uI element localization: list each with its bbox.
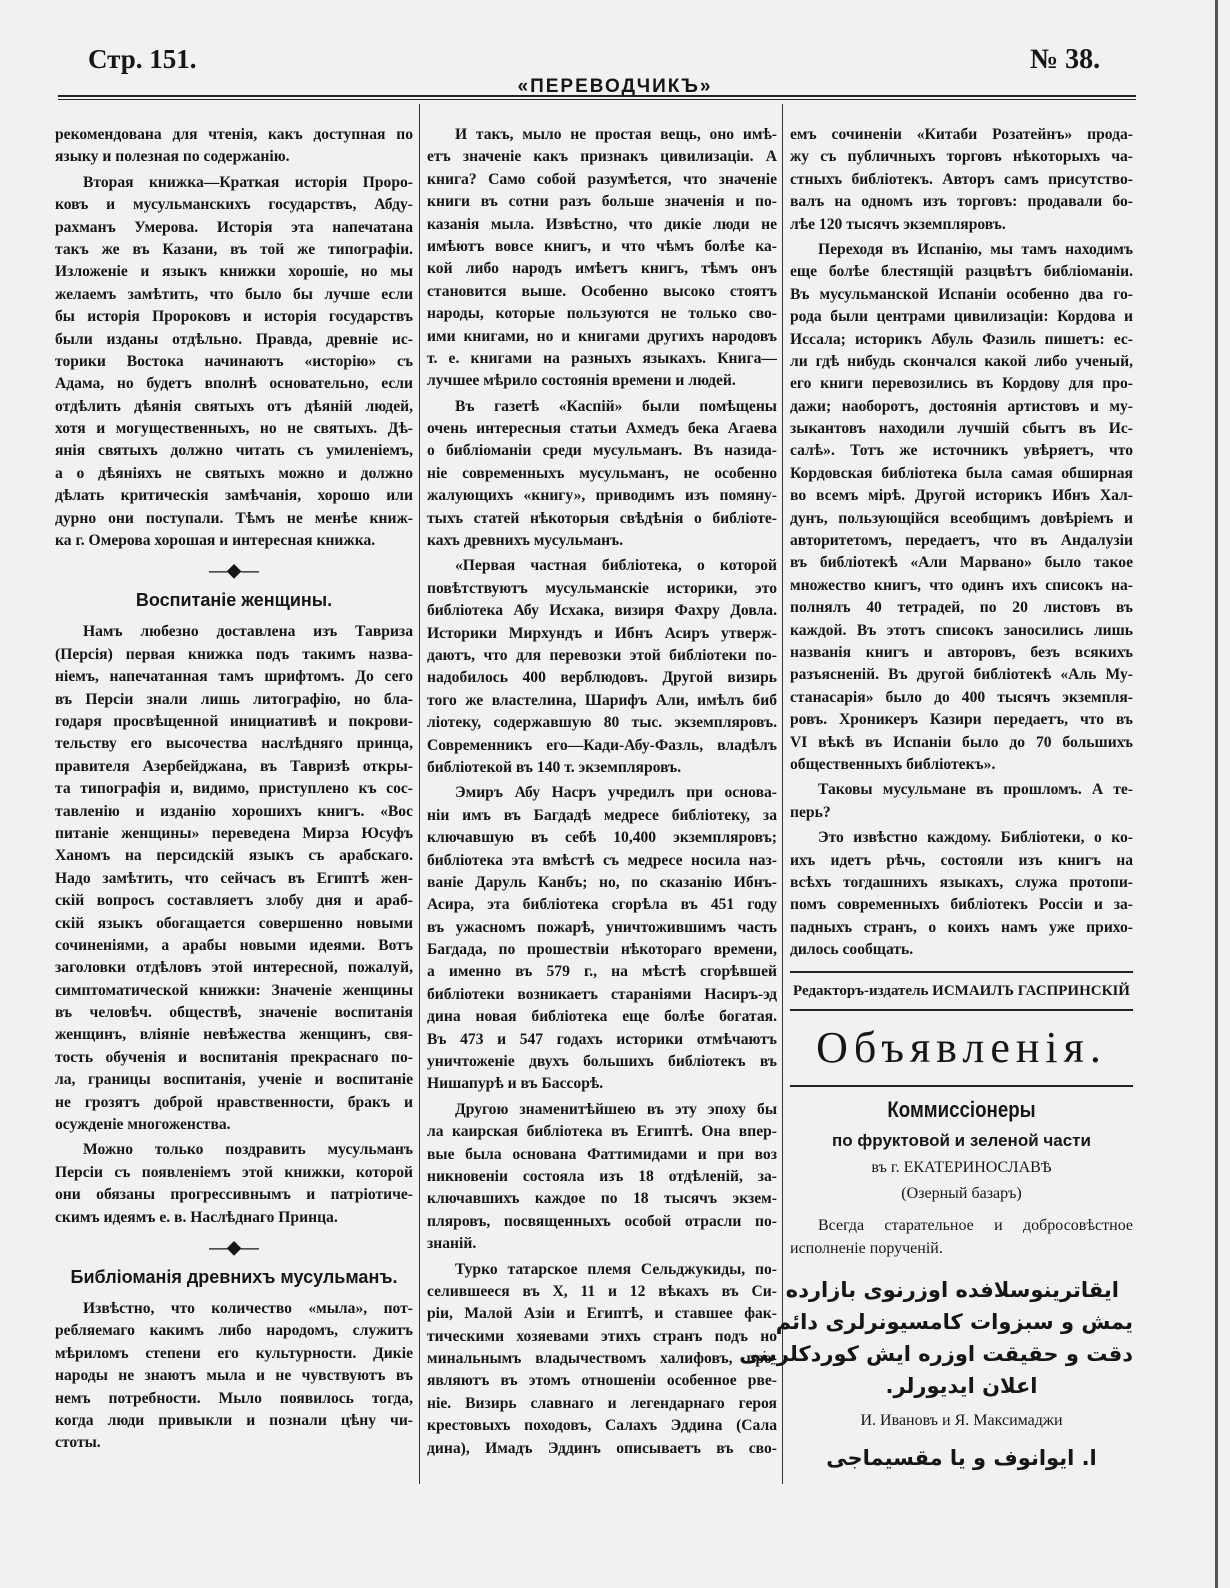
ad-text-line: исполненіе порученій. xyxy=(790,1239,943,1257)
text-line: скій вопросъ составляетъ злобу дня и араб- xyxy=(55,892,413,910)
text-line: ли гдѣ нибудь скончался какой либо ученый, xyxy=(790,352,1133,370)
section-ornament xyxy=(55,1232,413,1262)
text-line: Другою знаменитѣйшею въ эту эпоху бы xyxy=(455,1100,777,1118)
text-line: дина), Имадъ Эддинъ описываетъ въ сво- xyxy=(427,1439,777,1457)
text-line: ребляемаго какимъ либо народомъ, служитъ xyxy=(55,1322,413,1340)
text-line: ихъ идетъ рѣчь, состояли изъ книгъ на xyxy=(790,851,1133,869)
paragraph xyxy=(427,1099,777,1256)
text-line: тельству его высочества наслѣдняго принца, xyxy=(55,735,413,753)
text-line: дажи; наоборотъ, достоянія артистовъ и му- xyxy=(790,397,1133,415)
text-line: когда люди привыкли и познали цѣну чи- xyxy=(55,1411,413,1429)
text-line: казанія мыла. Извѣстно, что дикіе люди не xyxy=(427,215,777,233)
ad-arabic-line: ایقاترینوسلافده اوزرنوی بازارده xyxy=(785,1278,1119,1303)
text-line: кой либо народъ имѣетъ книгъ, тѣмъ онъ xyxy=(427,260,777,278)
text-line: библіотека эта вмѣстѣ съ медресе носила наз- xyxy=(427,851,777,869)
text-line: помъ современныхъ библіотекъ Россіи и за- xyxy=(790,896,1133,914)
text-line: были изданы отдѣльно. Правда, древніе ис- xyxy=(55,330,413,348)
text-line: (Персія) первая книжка подъ такимъ назва- xyxy=(55,645,413,663)
text-line: Багдада, по прошествіи нѣкотораго времени, xyxy=(427,941,777,959)
text-line: множество книгъ, что одинъ ихъ списокъ на- xyxy=(790,576,1133,594)
page-number: Стр. 151. xyxy=(88,44,197,74)
text-line: Извѣстно, что количество «мыла», пот- xyxy=(83,1299,413,1317)
text-line: торики Востока начинаютъ «исторію» съ xyxy=(55,352,413,370)
text-line: ла, границы воспитанія, ученіе и воспитаніе xyxy=(55,1071,413,1089)
paragraph xyxy=(790,827,1133,961)
text-line: Кордовская библіотека была самая обширная xyxy=(790,464,1133,482)
text-line: годаря просвѣщенной инициативѣ и покрови- xyxy=(55,712,413,730)
text-line: ріи, Малой Азіи и Египтѣ, и ставшее фак- xyxy=(427,1305,777,1323)
text-line: имѣютъ вовсе книгъ, и что чѣмъ болѣе ка- xyxy=(427,237,777,255)
text-line: названія книгъ и авторовъ, безъ всякихъ xyxy=(790,643,1133,661)
paragraph xyxy=(790,779,1133,824)
text-line: Вторая книжка—Краткая исторія Проро- xyxy=(83,173,413,191)
text-line: а о дѣяніяхъ не святыхъ можно и должно xyxy=(55,464,413,482)
text-line: Эмиръ Абу Насръ учредилъ при основа- xyxy=(455,784,777,802)
text-line: повѣтствуютъ мусульманскіе историки, это xyxy=(427,579,777,597)
text-line: скій языкъ обогащается совершенно новыми xyxy=(55,914,413,932)
ad-names-arabic: ا. ایوانوف و یا مقسیماجی xyxy=(826,1446,1097,1471)
text-line: отдѣлить дѣянія святыхъ отъ дѣяній людей, xyxy=(55,397,413,415)
text-line: Надо замѣтить, что сейчасъ въ Египтѣ жен- xyxy=(55,869,413,887)
text-line: тавленію и изданію хорошихъ книгъ. «Вос xyxy=(55,802,413,820)
text-line: ніе. Визирь славнаго и легендарнаго героя xyxy=(427,1394,777,1412)
text-line: «Первая частная библіотека, о которой xyxy=(455,557,777,575)
issue-number: № 38. xyxy=(1030,44,1101,75)
text-line: ключавшую въ себѣ 10,400 экземпляровъ; xyxy=(427,829,777,847)
text-line: етъ значеніе какъ признакъ цивилизаціи. А xyxy=(427,148,777,166)
text-line: въ Персіи знали лишь литографію, но бла- xyxy=(55,690,413,708)
text-line: Намъ любезно доставлена изъ Тавриза xyxy=(83,623,413,641)
text-line: падныхъ странъ, о коихъ намъ уже прихо- xyxy=(790,918,1133,936)
text-line: ковъ и мусульманскихъ государствъ, Абду- xyxy=(55,196,413,214)
text-line: стныхъ библіотекъ. Авторъ самъ присутство- xyxy=(790,170,1133,188)
column-1 xyxy=(55,124,413,1458)
ad-names: И. Ивановъ и Я. Максимаджи xyxy=(860,1412,1063,1430)
ornament-icon: —◆— xyxy=(209,1236,259,1257)
text-line: языку и полезная по содержанію. xyxy=(55,148,290,166)
text-line: стоты. xyxy=(55,1434,101,1452)
text-line: Переходя въ Испанію, мы тамъ находимъ xyxy=(818,240,1133,258)
ad-arabic-line: اعلان ایدیورلر. xyxy=(885,1374,1038,1399)
text-line: немъ потребности. Мыло появилось тогда, xyxy=(55,1389,413,1407)
text-line: въ ужасномъ пожарѣ, уничтожившимъ часть xyxy=(427,918,777,936)
text-line: Изложеніе и языкъ книжки хорошіе, но мы xyxy=(55,263,413,281)
text-line: Въ газетѣ «Каспій» были помѣщены xyxy=(455,397,777,415)
text-line: т. е. книгами на разныхъ языкахъ. Книга— xyxy=(427,349,777,367)
text-line: авторитетомъ, передаетъ, что въ Андалузіи xyxy=(790,532,1133,550)
text-line: Адама, но будетъ вполнѣ основательно, если xyxy=(55,375,413,393)
text-line: Таковы мусульмане въ прошломъ. А те- xyxy=(818,781,1133,799)
text-line: перь? xyxy=(790,803,831,821)
text-line: Историки Мирхундъ и Ибнъ Асиръ утверж- xyxy=(427,624,777,642)
text-line: ліотеку, содержавшую 80 тыс. экземпляровъ. xyxy=(427,714,777,732)
text-line: янія святыхъ должно читать съ умиленіемъ, xyxy=(55,442,413,460)
text-line: библіотеки возникаетъ стараніями Насиръ-эд xyxy=(427,985,777,1003)
ad-heading: Коммиссіонеры xyxy=(887,1097,1036,1123)
paragraph xyxy=(427,124,777,393)
text-line: народы, которые пользуются не только сво- xyxy=(427,305,777,323)
text-line: пляровъ, посвященныхъ особой отрасли по- xyxy=(427,1212,777,1230)
text-line: всѣхъ тогдашнихъ языкахъ, служа протопи- xyxy=(790,873,1133,891)
editor-publisher: Редакторъ-издатель ИСМАИЛЪ ГАСПРИНСКІЙ xyxy=(793,983,1130,1000)
text-line: правителя Азербейджана, въ Тавризѣ откры- xyxy=(55,757,413,775)
ad-text-line: Всегда старательное и добросовѣстное xyxy=(818,1217,1133,1235)
divider-rule xyxy=(790,1009,1133,1011)
text-line: книги въ сотни разъ больше значенія и по- xyxy=(427,193,777,211)
text-line: емъ сочиненіи «Китаби Розатейнъ» прода- xyxy=(790,126,1133,143)
text-line: И такъ, мыло не простая вещь, оно имѣ- xyxy=(455,126,777,143)
text-line: Асира, эта библіотека сгорѣла въ 451 году xyxy=(427,896,777,914)
text-line: женщинъ, вліяніе невѣжества женщинъ, свя- xyxy=(55,1026,413,1044)
text-line: валъ на одномъ изъ торговъ: продавали бо- xyxy=(790,193,1133,211)
text-line: такъ же въ Казани, въ той же типографіи. xyxy=(55,240,413,258)
text-line: являютъ въ этомъ отношеніи особенное рве- xyxy=(427,1372,777,1390)
ads-title: Объявленія. xyxy=(816,1023,1107,1073)
ad-text xyxy=(790,1215,1133,1260)
text-line: Турко татарское племя Сельджукиды, по- xyxy=(455,1260,777,1278)
text-line: общественныхъ библіотекъ». xyxy=(790,755,996,773)
text-line: никновеніи состояла изъ 18 отдѣленій, за- xyxy=(427,1167,777,1185)
paragraph xyxy=(55,124,413,169)
text-line: Въ мусульманской Испаніи особенно два го- xyxy=(790,285,1133,303)
paragraph xyxy=(427,782,777,1095)
text-line: симптоматической книжки: Значеніе женщины xyxy=(55,981,413,999)
newspaper-title: «ПЕРЕВОДЧИКЪ» xyxy=(517,76,713,97)
text-line: мѣриломъ степени его культурности. Дикіе xyxy=(55,1344,413,1362)
text-line: заголовки отдѣловъ этой интересной, пожалуй, xyxy=(55,959,413,977)
text-line: даютъ, что для перевозки этой библіотеки по- xyxy=(427,646,777,664)
text-line: рекомендована для чтенія, какъ доступная по xyxy=(55,126,413,143)
article-heading: Воспитаніе женщины. xyxy=(135,590,333,611)
text-line: жу съ публичныхъ торговъ нѣкоторыхъ ча- xyxy=(790,148,1133,166)
text-line: во всемъ мірѣ. Другой историкъ Ибнъ Хал- xyxy=(790,487,1133,505)
text-line: библіотека Абу Исхака, визиря Фахру Довла. xyxy=(427,602,777,620)
text-line: дина новая библіотека еще болѣе богатая. xyxy=(427,1008,777,1026)
text-line: вые была основана Фаттимидами и при воз xyxy=(427,1145,777,1163)
text-line: Можно только поздравить мусульманъ xyxy=(83,1141,413,1159)
text-line: книга? Само собой разумѣется, что значеніе xyxy=(427,170,777,188)
text-line: не грозятъ доброй нравственности, бракъ и xyxy=(55,1093,413,1111)
text-line: питаніе женщины» переведена Мирза Юсуфъ xyxy=(55,824,413,842)
paragraph xyxy=(55,1298,413,1455)
text-line: VI вѣкѣ въ Испаніи было до 70 большихъ xyxy=(790,733,1133,751)
text-line: та типографія и, видимо, приступлено къ сос- xyxy=(55,780,413,798)
text-line: ніе современныхъ мусульманъ, не особенно xyxy=(427,464,777,482)
article-heading: Библіоманія древнихъ мусульманъ. xyxy=(70,1266,398,1287)
text-line: лѣе 120 тысячъ экземпляровъ. xyxy=(790,215,1006,233)
paragraph xyxy=(790,239,1133,776)
paragraph xyxy=(790,124,1133,236)
text-line: Въ 473 и 547 годахъ историки отмѣчаютъ xyxy=(427,1030,777,1048)
text-line: дунъ, пользующійся всеобщимъ довѣріемъ и xyxy=(790,509,1133,527)
text-line: Это извѣстно каждому. Библіотеки, о ко- xyxy=(818,829,1133,847)
scan-edge xyxy=(1215,0,1218,1588)
text-line: Ханомъ на персидскій языкъ съ арабскаго. xyxy=(55,847,413,865)
text-line: дилось сообщать. xyxy=(790,941,914,959)
paragraph xyxy=(427,555,777,779)
text-line: тыхъ статей нѣкоторыя свѣдѣнія о библіоте- xyxy=(427,509,777,527)
ad-arabic-line: یمش و سبزوات کامسیونرلری دائم xyxy=(775,1310,1133,1335)
text-line: каждой. Въ этотъ списокъ заносились лишь xyxy=(790,621,1133,639)
ad-market: (Озерный базаръ) xyxy=(901,1185,1022,1203)
paragraph xyxy=(427,396,777,553)
text-line: желаемъ замѣтить, что было бы лучше если xyxy=(55,285,413,303)
text-line: ровъ. Хроникеръ Казири передаетъ, что въ xyxy=(790,711,1133,729)
paragraph xyxy=(427,1259,777,1461)
text-line: ключавшихъ каждое по 18 тысячъ экзем- xyxy=(427,1190,777,1208)
text-line: жалующихъ «книгу», приводимъ изъ помяну- xyxy=(427,487,777,505)
text-line: станасарія» было до 400 тысячъ экземпля- xyxy=(790,688,1133,706)
text-line: тость обученія и воспитанія прекраснаго по- xyxy=(55,1048,413,1066)
header-rule xyxy=(58,95,1136,100)
text-line: ла каирская библіотека въ Египтѣ. Она впер- xyxy=(427,1123,777,1141)
text-line: о библіоманіи среди мусульманъ. Въ назида- xyxy=(427,442,777,460)
text-line: бы исторія Пророковъ и исторія государствъ xyxy=(55,308,413,326)
text-line: селившееся въ X, 11 и 12 вѣкахъ въ Си- xyxy=(427,1282,777,1300)
ad-arabic-text xyxy=(739,1274,1133,1402)
text-line: ими книгами, но и книгами другихъ народовъ xyxy=(427,327,777,345)
text-line: становится выше. Особенно высоко стоятъ xyxy=(427,282,777,300)
text-line: библіотекой въ 140 т. экземпляровъ. xyxy=(427,758,682,776)
text-line: уничтоженіе двухъ большихъ библіотекъ въ xyxy=(427,1053,777,1071)
text-line: дурно они поступали. Тѣмъ не менѣе книж- xyxy=(55,509,413,527)
divider-rule xyxy=(790,971,1133,973)
text-line: ніемъ, напечатанная тамъ шрифтомъ. До сего xyxy=(55,668,413,686)
text-line: разъясненій. Въ другой библіотекѣ «Аль Му- xyxy=(790,666,1133,684)
text-line: они обязаны прогрессивнымъ и патріотиче- xyxy=(55,1186,413,1204)
text-line: минальнымъ владычествомъ халифовъ, про- xyxy=(427,1350,777,1368)
divider-rule xyxy=(790,1085,1133,1087)
column-3 xyxy=(739,124,1133,1474)
text-line: надобилось 400 верблюдовъ. Другой визирь xyxy=(427,669,777,687)
text-line: того же властелина, Шарифъ Али, имѣлъ биб xyxy=(427,691,777,709)
text-line: скимъ идеямъ е. в. Наслѣднаго Принца. xyxy=(55,1208,338,1226)
text-line: зыкантовъ находили лучшій сбытъ въ Ис- xyxy=(790,420,1133,438)
text-line: дѣлать критическія замѣчанія, хорошо или xyxy=(55,487,413,505)
text-line: ка г. Омерова хорошая и интересная книжка. xyxy=(55,532,376,550)
text-line: народы не знаютъ мыла и не чувствуютъ въ xyxy=(55,1367,413,1385)
column-2 xyxy=(427,124,777,1463)
ornament-icon: —◆— xyxy=(209,560,259,581)
text-line: лучшее мѣрило состоянія времени и людей. xyxy=(427,372,736,390)
text-line: салѣ». Тотъ же источникъ увѣряетъ, что xyxy=(790,442,1133,460)
text-line: Иcсала; историкъ Абуль Фазиль пишетъ: ес- xyxy=(790,330,1133,348)
text-line: а именно въ 579 г., на мѣстѣ сгорѣвшей xyxy=(427,963,777,981)
text-line: въ человѣч. обществѣ, значеніе воспитанія xyxy=(55,1004,413,1022)
text-line: крестовыхъ походовъ, Салахъ Эддина (Сала xyxy=(427,1417,777,1435)
text-line: тическими хозяевами этихъ странъ подъ но xyxy=(427,1327,777,1345)
text-line: рода были центрами цивилизаціи: Кордова и xyxy=(790,308,1133,326)
text-line: кахъ древнихъ мусульманъ. xyxy=(427,532,624,550)
column-divider xyxy=(782,104,783,1484)
text-line: сочиненіями, а арабы новыми идеями. Вотъ xyxy=(55,936,413,954)
text-line: очень интересныя статьи Ахмедъ бека Агаева xyxy=(427,420,777,438)
text-line: знаній. xyxy=(427,1235,477,1253)
paragraph xyxy=(55,1139,413,1229)
text-line: ніи имъ въ Багдадѣ медресе библіотеку, за xyxy=(427,806,777,824)
text-line: Современникъ его—Кади-Абу-Фазль, владѣлъ xyxy=(427,736,777,754)
text-line: рахманъ Умерова. Исторія эта напечатана xyxy=(55,218,413,236)
column-3-article xyxy=(790,124,1133,961)
text-line: его книги перевозились въ Кордову для про- xyxy=(790,375,1133,393)
text-line: Нишапурѣ и въ Бассорѣ. xyxy=(427,1075,604,1093)
paragraph xyxy=(55,172,413,553)
section-ornament xyxy=(55,555,413,585)
text-line: полнялъ 40 тетрадей, по 20 листовъ въ xyxy=(790,599,1133,617)
ad-city: въ г. ЕКАТЕРИНОСЛАВѢ xyxy=(871,1159,1052,1177)
text-line: еще болѣе блестящій разцвѣтъ библіоманіи. xyxy=(790,263,1133,281)
text-line: Персіи съ появленіемъ этой книжки, которой xyxy=(55,1163,413,1181)
column-divider xyxy=(419,104,420,1484)
ad-arabic-line: دقت و حقیقت اوزره ایش کوردکلرینی xyxy=(739,1342,1133,1367)
text-line: ваніе Даруль Канбъ; но, по сказанію Ибнъ- xyxy=(427,873,777,891)
text-line: осужденіе многоженства. xyxy=(55,1116,231,1134)
text-line: въ библіотекѣ «Али Марвано» было такое xyxy=(790,554,1133,572)
text-line: хотя и могущественныхъ, но не святыхъ. Дѣ- xyxy=(55,420,413,438)
ad-subheading: по фруктовой и зеленой части xyxy=(832,1131,1091,1151)
paragraph xyxy=(55,621,413,1136)
